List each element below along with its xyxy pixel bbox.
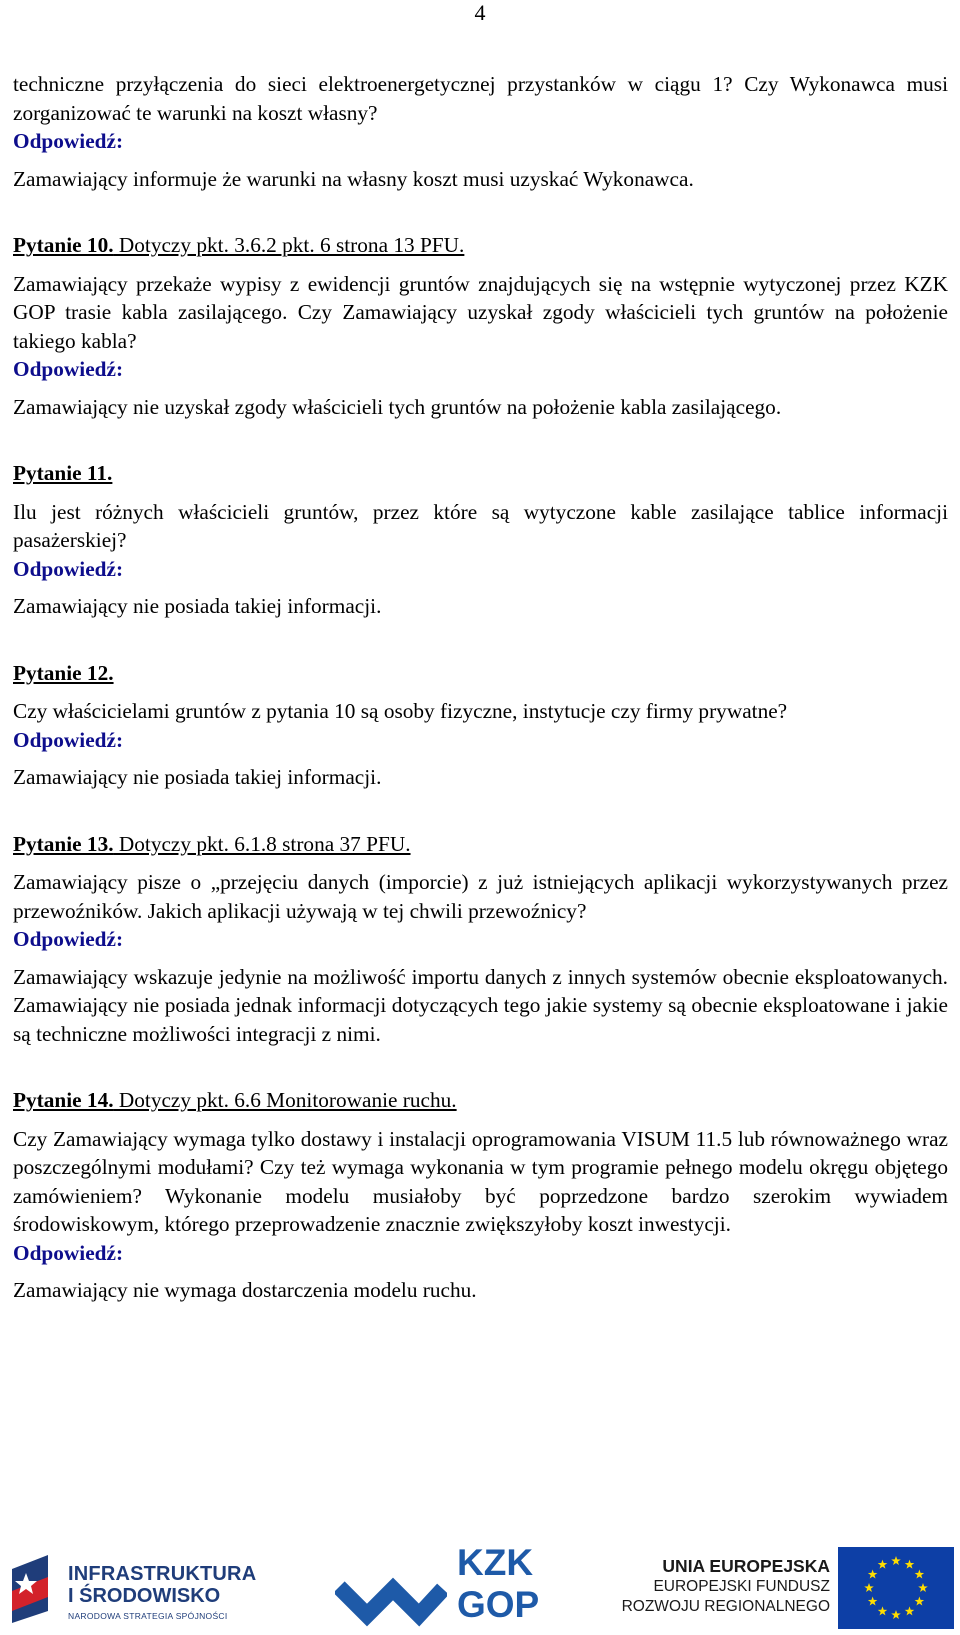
page-number: 4 bbox=[474, 0, 486, 25]
answer-label: Odpowiedź: bbox=[13, 727, 124, 752]
answer-label: Odpowiedź: bbox=[13, 927, 124, 951]
flag-emblem-icon bbox=[8, 1551, 60, 1627]
question-text: Zamawiający pisze o „przejęciu danych (imporcie) z już istniejących aplikacji wykorzystywanych przez przewoźników. Jakich aplikacji używają w tej chwili przewoźnicy? bbox=[13, 870, 948, 923]
answer-label: Odpowiedź: bbox=[13, 556, 124, 581]
eu-fund-text bbox=[620, 1555, 830, 1625]
question-reference: Dotyczy pkt. 3.6.2 pkt. 6 strona 13 PFU. bbox=[113, 233, 465, 257]
eu-subtitle-line: EUROPEJSKI FUNDUSZ bbox=[653, 1578, 830, 1595]
answer-label: Odpowiedź: bbox=[13, 1240, 124, 1265]
answer-label: Odpowiedź: bbox=[13, 129, 124, 153]
answer-text: Zamawiający nie posiada takiej informacji. bbox=[13, 765, 382, 789]
kzk-text: KZK bbox=[457, 1542, 534, 1583]
question-heading bbox=[13, 830, 948, 859]
answer-text: Zamawiający wskazuje jedynie na możliwość importu danych z innych systemów obecnie eksploatowanych. Zamawiający nie posiada jednak informacji dotyczących tego jakie systemy są obecnie eksploatowane i jakie są techniczne możliwości integracji z nimi. bbox=[13, 964, 948, 1046]
question-reference: Dotyczy pkt. 6.1.8 strona 37 PFU. bbox=[113, 831, 411, 856]
question-heading bbox=[13, 231, 948, 260]
question-text: Ilu jest różnych właścicieli gruntów, przez które są wytyczone kable zasilające tablice informacji pasażerskiej? bbox=[13, 499, 948, 552]
answer-text: Zamawiający nie wymaga dostarczenia modelu ruchu. bbox=[13, 1278, 477, 1302]
eu-flag-icon bbox=[838, 1547, 954, 1629]
question-label: Pytanie 14. bbox=[13, 1088, 114, 1112]
footer-logos bbox=[0, 1542, 960, 1633]
document-body bbox=[13, 70, 948, 1305]
eu-flag bbox=[838, 1547, 954, 1629]
eu-subtitle-line: ROZWOJU REGIONALNEGO bbox=[621, 1598, 830, 1615]
answer-text: Zamawiający nie uzyskał zgody właścicieli tych gruntów na położenie kabla zasilającego. bbox=[13, 394, 782, 419]
logo-title-line: I ŚRODOWISKO bbox=[68, 1585, 221, 1607]
question-text: techniczne przyłączenia do sieci elektroenergetycznej przystanków w ciągu 1? Czy Wykonawca musi zorganizować te warunki na koszt własny? bbox=[13, 72, 948, 125]
logo-title-line: INFRASTRUKTURA bbox=[68, 1563, 257, 1585]
eu-title: UNIA EUROPEJSKA bbox=[662, 1556, 830, 1576]
answer-text: Zamawiający nie posiada takiej informacji. bbox=[13, 594, 382, 618]
logo-subtitle: NARODOWA STRATEGIA SPÓJNOŚCI bbox=[68, 1611, 228, 1621]
kzk-gop-emblem-icon bbox=[335, 1567, 447, 1627]
question-reference: Dotyczy pkt. 6.6 Monitorowanie ruchu. bbox=[113, 1088, 457, 1112]
question-heading bbox=[13, 459, 948, 488]
question-text: Czy właścicielami gruntów z pytania 10 są osoby fizyczne, instytucje czy firmy prywatne? bbox=[13, 699, 788, 723]
question-label: Pytanie 10. bbox=[13, 233, 114, 257]
question-heading bbox=[13, 659, 948, 688]
question-heading bbox=[13, 1086, 948, 1115]
infrastruktura-srodowisko-logo bbox=[8, 1549, 258, 1629]
question-label: Pytanie 11. bbox=[13, 461, 113, 485]
kzk-gop-logo bbox=[335, 1542, 555, 1633]
gop-text: GOP bbox=[457, 1584, 540, 1625]
question-label: Pytanie 12. bbox=[13, 660, 114, 685]
answer-text: Zamawiający informuje że warunki na własny koszt musi uzyskać Wykonawca. bbox=[13, 166, 694, 191]
question-text: Zamawiający przekaże wypisy z ewidencji gruntów znajdujących się na wstępnie wytyczonej przez KZK GOP trasie kabla zasilającego. Czy Zamawiający uzyskał zgody właścicieli tych gruntów na położenie takiego kabla? bbox=[13, 271, 948, 353]
question-text: Czy Zamawiający wymaga tylko dostawy i instalacji oprogramowania VISUM 11.5 lub równoważnego wraz poszczególnymi modułami? Czy też wymaga wykonania w tym programie pełnego modelu okręgu objętego zamówieniem? Wykonanie modelu musiałoby być poprzedzone bardzo szerokim wywiadem środowiskowym, którego przeprowadzenie znacznie zwiększyłoby koszt inwestycji. bbox=[13, 1126, 948, 1236]
question-label: Pytanie 13. bbox=[13, 831, 114, 856]
answer-label: Odpowiedź: bbox=[13, 357, 124, 381]
